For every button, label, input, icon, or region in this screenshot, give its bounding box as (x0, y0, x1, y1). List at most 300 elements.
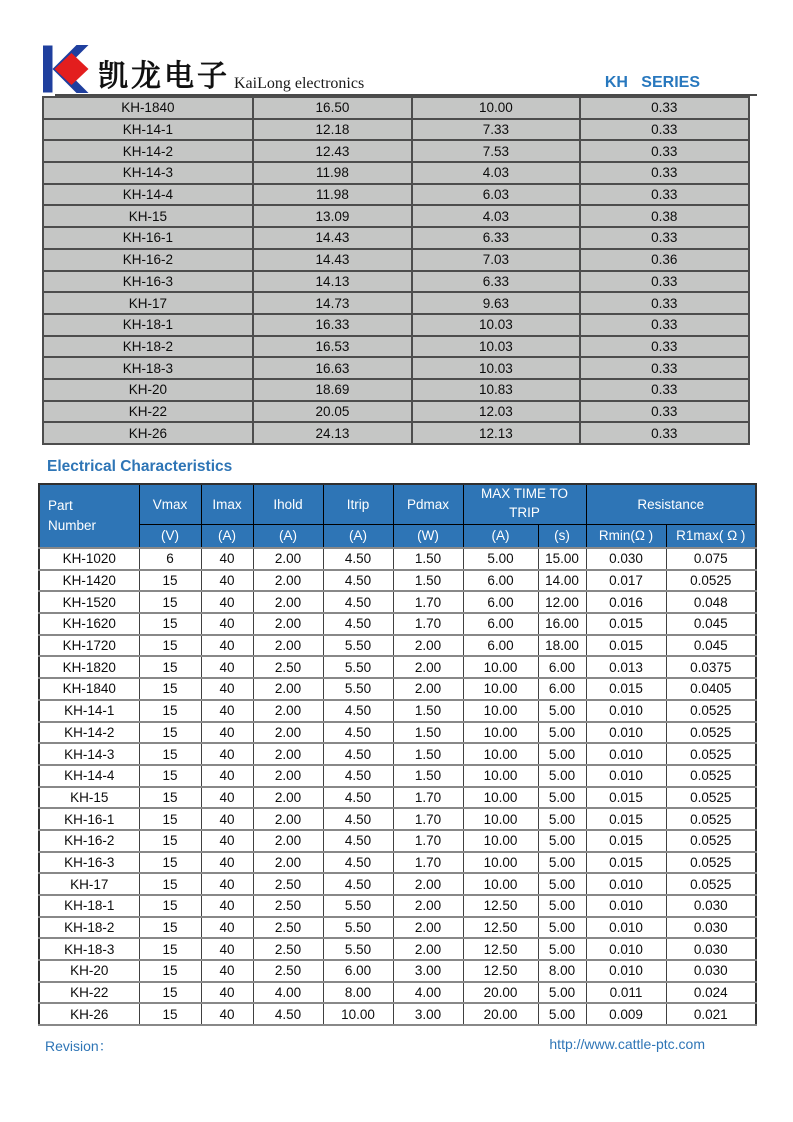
table-cell: 0.015 (586, 830, 666, 852)
table-cell: 40 (201, 787, 253, 809)
table-cell: 15 (139, 591, 201, 613)
table-cell: 4.03 (412, 162, 579, 184)
unit-r1max: R1max( Ω ) (666, 524, 756, 548)
table-cell: 40 (201, 743, 253, 765)
table-row (43, 336, 749, 358)
table-cell: 0.011 (586, 982, 666, 1004)
table-cell: 0.0525 (666, 722, 756, 744)
table-cell: 20.00 (463, 1003, 538, 1025)
table-cell: 2.50 (253, 960, 323, 982)
table-cell: 12.03 (412, 401, 579, 423)
page-header (40, 46, 755, 94)
table-cell: 10.00 (463, 678, 538, 700)
table-cell: 0.0525 (666, 743, 756, 765)
table-cell: KH-1840 (43, 97, 253, 119)
table-cell: 10.00 (463, 852, 538, 874)
table-cell: 15 (139, 1003, 201, 1025)
table-cell: KH-1840 (39, 678, 139, 700)
unit-ihold: (A) (253, 524, 323, 548)
table-cell: 8.00 (538, 960, 586, 982)
section-title-electrical-characteristics: Electrical Characteristics (47, 458, 233, 475)
table-cell: 0.33 (580, 292, 749, 314)
table-cell: 0.075 (666, 548, 756, 570)
table-cell: 7.33 (412, 119, 579, 141)
table-cell: 40 (201, 722, 253, 744)
table-cell: KH-17 (43, 292, 253, 314)
table-cell: KH-16-2 (43, 249, 253, 271)
table-cell: 5.00 (538, 1003, 586, 1025)
table-cell: 40 (201, 591, 253, 613)
table-cell: 15 (139, 635, 201, 657)
table-cell: 14.13 (253, 271, 413, 293)
table-cell: 15 (139, 938, 201, 960)
table-row (39, 808, 756, 830)
table-cell: 0.33 (580, 314, 749, 336)
table-cell: 4.50 (323, 765, 393, 787)
table-cell: 0.030 (666, 938, 756, 960)
table-row (43, 227, 749, 249)
table-cell: 0.016 (586, 591, 666, 613)
table-cell: KH-18-1 (43, 314, 253, 336)
table-cell: 4.50 (323, 873, 393, 895)
table-cell: 0.015 (586, 635, 666, 657)
table-cell: 40 (201, 852, 253, 874)
electrical-characteristics-table (38, 483, 757, 1026)
table-cell: 4.03 (412, 205, 579, 227)
unit-max-time-a: (A) (463, 524, 538, 548)
table-cell: 5.00 (538, 808, 586, 830)
table-cell: 0.33 (580, 336, 749, 358)
table-cell: 12.50 (463, 917, 538, 939)
table-cell: 15 (139, 873, 201, 895)
table-cell: 3.00 (393, 960, 463, 982)
table-cell: 0.015 (586, 852, 666, 874)
table-cell: 0.0375 (666, 656, 756, 678)
table-cell: 12.13 (412, 422, 579, 444)
table-cell: 6.00 (463, 591, 538, 613)
table-cell: 8.00 (323, 982, 393, 1004)
table-cell: KH-20 (39, 960, 139, 982)
table-row (43, 184, 749, 206)
table-cell: KH-15 (43, 205, 253, 227)
table-cell: 4.00 (253, 982, 323, 1004)
table-cell: 5.50 (323, 895, 393, 917)
table-cell: 10.00 (463, 700, 538, 722)
table-cell: 2.00 (253, 548, 323, 570)
table-cell: KH-14-1 (39, 700, 139, 722)
table-cell: 12.00 (538, 591, 586, 613)
table-cell: 6.00 (538, 656, 586, 678)
table-cell: 40 (201, 613, 253, 635)
table-cell: 0.33 (580, 140, 749, 162)
table-cell: 4.50 (323, 808, 393, 830)
table-cell: 2.00 (253, 743, 323, 765)
table-cell: 2.00 (253, 765, 323, 787)
table-cell: 5.00 (538, 830, 586, 852)
table-cell: 2.00 (253, 591, 323, 613)
table-cell: 20.05 (253, 401, 413, 423)
table-cell: 40 (201, 808, 253, 830)
table-cell: 1.50 (393, 722, 463, 744)
table-cell: 0.010 (586, 700, 666, 722)
unit-itrip: (A) (323, 524, 393, 548)
table-cell: 5.00 (538, 787, 586, 809)
table-row (39, 787, 756, 809)
table-cell: 2.00 (393, 938, 463, 960)
table-row (39, 938, 756, 960)
table-cell: 1.50 (393, 570, 463, 592)
table-cell: KH-14-2 (39, 722, 139, 744)
table-cell: 10.00 (463, 722, 538, 744)
table-cell: 0.021 (666, 1003, 756, 1025)
col-header-vmax: Vmax (139, 484, 201, 524)
table-cell: 14.43 (253, 249, 413, 271)
col-header-resistance: Resistance (586, 484, 756, 524)
table-cell: 10.00 (463, 873, 538, 895)
table-row (43, 357, 749, 379)
table-row (39, 982, 756, 1004)
table-cell: 6.33 (412, 227, 579, 249)
col-header-max-time-to-trip (463, 484, 586, 524)
table-cell: 0.010 (586, 895, 666, 917)
table-cell: 5.00 (538, 873, 586, 895)
unit-rmin: Rmin(Ω ) (586, 524, 666, 548)
table-cell: 10.83 (412, 379, 579, 401)
table-cell: 5.00 (463, 548, 538, 570)
unit-max-time-s: (s) (538, 524, 586, 548)
table-row (39, 960, 756, 982)
table-cell: 40 (201, 570, 253, 592)
table-cell: 0.38 (580, 205, 749, 227)
table-cell: KH-14-3 (39, 743, 139, 765)
table-cell: 2.00 (253, 570, 323, 592)
table-cell: 0.030 (666, 917, 756, 939)
table-cell: 15 (139, 765, 201, 787)
table-cell: 0.009 (586, 1003, 666, 1025)
table-row (39, 613, 756, 635)
table-cell: 15 (139, 960, 201, 982)
table-cell: 14.73 (253, 292, 413, 314)
table-cell: 5.50 (323, 656, 393, 678)
table-cell: 0.045 (666, 613, 756, 635)
table-cell: 10.00 (323, 1003, 393, 1025)
table-cell: 0.0525 (666, 873, 756, 895)
table-cell: 4.50 (323, 548, 393, 570)
table-cell: KH-17 (39, 873, 139, 895)
table-cell: KH-18-1 (39, 895, 139, 917)
table-cell: 0.010 (586, 960, 666, 982)
table-cell: 11.98 (253, 184, 413, 206)
table-row (43, 422, 749, 444)
table-cell: 4.50 (253, 1003, 323, 1025)
table-cell: 15.00 (538, 548, 586, 570)
table-cell: 4.50 (323, 722, 393, 744)
table-cell: 0.030 (666, 960, 756, 982)
table-cell: 0.030 (586, 548, 666, 570)
table-cell: 6 (139, 548, 201, 570)
table-cell: 0.010 (586, 722, 666, 744)
table-cell: 2.00 (253, 808, 323, 830)
table-cell: 24.13 (253, 422, 413, 444)
table-cell: 1.70 (393, 787, 463, 809)
table-cell: 40 (201, 938, 253, 960)
table-cell: 1.50 (393, 765, 463, 787)
table-cell: 10.03 (412, 314, 579, 336)
table-cell: 0.33 (580, 422, 749, 444)
table-cell: 15 (139, 787, 201, 809)
table-cell: KH-1520 (39, 591, 139, 613)
table-cell: 12.50 (463, 938, 538, 960)
table-cell: 1.70 (393, 613, 463, 635)
table-cell: 4.50 (323, 743, 393, 765)
table-cell: 0.0525 (666, 808, 756, 830)
table-cell: KH-1420 (39, 570, 139, 592)
table-cell: 0.33 (580, 97, 749, 119)
table-cell: 4.50 (323, 570, 393, 592)
table-cell: 5.00 (538, 852, 586, 874)
table-cell: 10.00 (463, 808, 538, 830)
table-cell: 15 (139, 743, 201, 765)
table-cell: 15 (139, 570, 201, 592)
table-row (43, 119, 749, 141)
table-cell: 12.50 (463, 960, 538, 982)
table-cell: 0.048 (666, 591, 756, 613)
table-row (39, 743, 756, 765)
table-row (43, 314, 749, 336)
table-cell: 6.00 (323, 960, 393, 982)
table-cell: KH-14-4 (39, 765, 139, 787)
table-cell: 40 (201, 895, 253, 917)
table-cell: KH-18-3 (39, 938, 139, 960)
table-row (39, 1003, 756, 1025)
table-cell: 0.030 (666, 895, 756, 917)
table-cell: 40 (201, 678, 253, 700)
table-cell: 0.33 (580, 357, 749, 379)
table-cell: 15 (139, 830, 201, 852)
table-cell: 40 (201, 635, 253, 657)
table-cell: 2.50 (253, 873, 323, 895)
table-row (39, 635, 756, 657)
max-time-header-line1: MAX TIME TO (480, 486, 569, 502)
table-cell: 6.03 (412, 184, 579, 206)
table-cell: 15 (139, 917, 201, 939)
table-cell: 1.70 (393, 830, 463, 852)
table-cell: KH-1820 (39, 656, 139, 678)
table-cell: 2.00 (253, 722, 323, 744)
electrical-table-body (39, 548, 756, 1025)
col-header-itrip: Itrip (323, 484, 393, 524)
table-row (39, 873, 756, 895)
table-row (39, 852, 756, 874)
table-cell: 5.50 (323, 917, 393, 939)
table-cell: KH-26 (39, 1003, 139, 1025)
series-label: KH SERIES (604, 74, 700, 91)
table-cell: 16.53 (253, 336, 413, 358)
table-cell: 4.50 (323, 591, 393, 613)
table-row (43, 205, 749, 227)
table-cell: 5.00 (538, 743, 586, 765)
col-header-part-number (39, 484, 139, 548)
table-cell: 0.0525 (666, 830, 756, 852)
table-cell: 10.00 (463, 765, 538, 787)
brand-name-english: KaiLong electronics (234, 75, 365, 92)
table-row (39, 591, 756, 613)
table-row (39, 830, 756, 852)
table-cell: 2.00 (253, 830, 323, 852)
table-cell: KH-16-2 (39, 830, 139, 852)
table-row (39, 917, 756, 939)
table-cell: 0.33 (580, 401, 749, 423)
table-cell: 2.50 (253, 895, 323, 917)
table-cell: 15 (139, 678, 201, 700)
continuation-table-body (43, 97, 749, 444)
table-cell: 6.00 (463, 613, 538, 635)
table-cell: 40 (201, 917, 253, 939)
table-cell: 2.00 (393, 656, 463, 678)
table-row (43, 162, 749, 184)
table-cell: 14.00 (538, 570, 586, 592)
table-cell: 9.63 (412, 292, 579, 314)
table-cell: 4.50 (323, 613, 393, 635)
table-cell: 1.50 (393, 700, 463, 722)
table-cell: 5.00 (538, 765, 586, 787)
table-cell: 40 (201, 548, 253, 570)
table-cell: 40 (201, 1003, 253, 1025)
table-cell: 10.03 (412, 336, 579, 358)
table-cell: KH-14-2 (43, 140, 253, 162)
part-header-line2: Number (48, 518, 97, 533)
table-cell: 10.00 (463, 743, 538, 765)
table-cell: KH-22 (43, 401, 253, 423)
table-cell: 15 (139, 722, 201, 744)
table-cell: 5.00 (538, 722, 586, 744)
table-cell: 1.70 (393, 808, 463, 830)
table-cell: 40 (201, 765, 253, 787)
revision-label: Revision： (45, 1038, 113, 1054)
table-row (39, 765, 756, 787)
table-cell: 0.010 (586, 765, 666, 787)
table-cell: 15 (139, 895, 201, 917)
website-link[interactable]: http://www.cattle-ptc.com (549, 1036, 705, 1052)
table-cell: 16.50 (253, 97, 413, 119)
unit-pdmax: (W) (393, 524, 463, 548)
part-header-line1: Part (48, 497, 73, 513)
table-row (39, 700, 756, 722)
table-cell: 0.33 (580, 227, 749, 249)
table-cell: 6.33 (412, 271, 579, 293)
table-cell: 0.36 (580, 249, 749, 271)
table-cell: KH-15 (39, 787, 139, 809)
table-cell: 14.43 (253, 227, 413, 249)
table-cell: 10.00 (463, 830, 538, 852)
table-cell: KH-1020 (39, 548, 139, 570)
table-cell: 1.50 (393, 743, 463, 765)
table-cell: 10.03 (412, 357, 579, 379)
table-cell: 40 (201, 873, 253, 895)
table-cell: 40 (201, 830, 253, 852)
table-cell: 0.33 (580, 119, 749, 141)
table-cell: 15 (139, 982, 201, 1004)
table-cell: 13.09 (253, 205, 413, 227)
table-cell: 0.0405 (666, 678, 756, 700)
table-cell: 12.18 (253, 119, 413, 141)
continuation-table (42, 96, 750, 445)
table-cell: 16.33 (253, 314, 413, 336)
table-cell: 0.33 (580, 162, 749, 184)
table-cell: KH-18-2 (39, 917, 139, 939)
table-cell: 0.015 (586, 678, 666, 700)
table-cell: 0.013 (586, 656, 666, 678)
table-cell: 5.50 (323, 635, 393, 657)
table-cell: 0.045 (666, 635, 756, 657)
table-cell: 4.50 (323, 700, 393, 722)
table-row (43, 249, 749, 271)
table-cell: 2.50 (253, 938, 323, 960)
table-cell: 0.33 (580, 379, 749, 401)
table-cell: 6.00 (463, 570, 538, 592)
table-cell: 2.00 (253, 613, 323, 635)
table-cell: 2.00 (253, 635, 323, 657)
table-cell: 5.00 (538, 895, 586, 917)
table-cell: 16.63 (253, 357, 413, 379)
table-cell: KH-26 (43, 422, 253, 444)
table-cell: 5.00 (538, 700, 586, 722)
table-cell: 0.0525 (666, 765, 756, 787)
table-cell: 7.53 (412, 140, 579, 162)
table-cell: 40 (201, 700, 253, 722)
table-cell: 18.69 (253, 379, 413, 401)
table-cell: 0.015 (586, 808, 666, 830)
table-cell: KH-16-1 (43, 227, 253, 249)
table-cell: KH-14-4 (43, 184, 253, 206)
page-footer (45, 1036, 705, 1056)
table-cell: 4.50 (323, 787, 393, 809)
table-cell: 5.50 (323, 938, 393, 960)
table-row (43, 140, 749, 162)
table-row (39, 678, 756, 700)
table-cell: KH-16-3 (43, 271, 253, 293)
table-cell: KH-16-1 (39, 808, 139, 830)
table-cell: 0.015 (586, 787, 666, 809)
table-row (39, 548, 756, 570)
table-cell: 4.00 (393, 982, 463, 1004)
max-time-header-line2: TRIP (509, 505, 540, 521)
table-row (43, 271, 749, 293)
brand-name-chinese: 凯龙电子 (98, 59, 230, 94)
table-cell: KH-18-3 (43, 357, 253, 379)
table-cell: 4.50 (323, 830, 393, 852)
table-cell: 40 (201, 982, 253, 1004)
table-cell: 1.70 (393, 591, 463, 613)
table-cell: 2.00 (393, 635, 463, 657)
table-cell: KH-1620 (39, 613, 139, 635)
table-cell: 40 (201, 656, 253, 678)
table-cell: 2.00 (393, 917, 463, 939)
table-cell: 2.00 (253, 700, 323, 722)
table-row (43, 379, 749, 401)
unit-vmax: (V) (139, 524, 201, 548)
table-row (43, 97, 749, 119)
table-cell: 40 (201, 960, 253, 982)
table-row (43, 401, 749, 423)
table-cell: 3.00 (393, 1003, 463, 1025)
table-cell: 0.010 (586, 873, 666, 895)
table-cell: 0.010 (586, 938, 666, 960)
unit-imax: (A) (201, 524, 253, 548)
table-cell: 15 (139, 700, 201, 722)
table-cell: 2.00 (393, 873, 463, 895)
table-cell: 15 (139, 656, 201, 678)
